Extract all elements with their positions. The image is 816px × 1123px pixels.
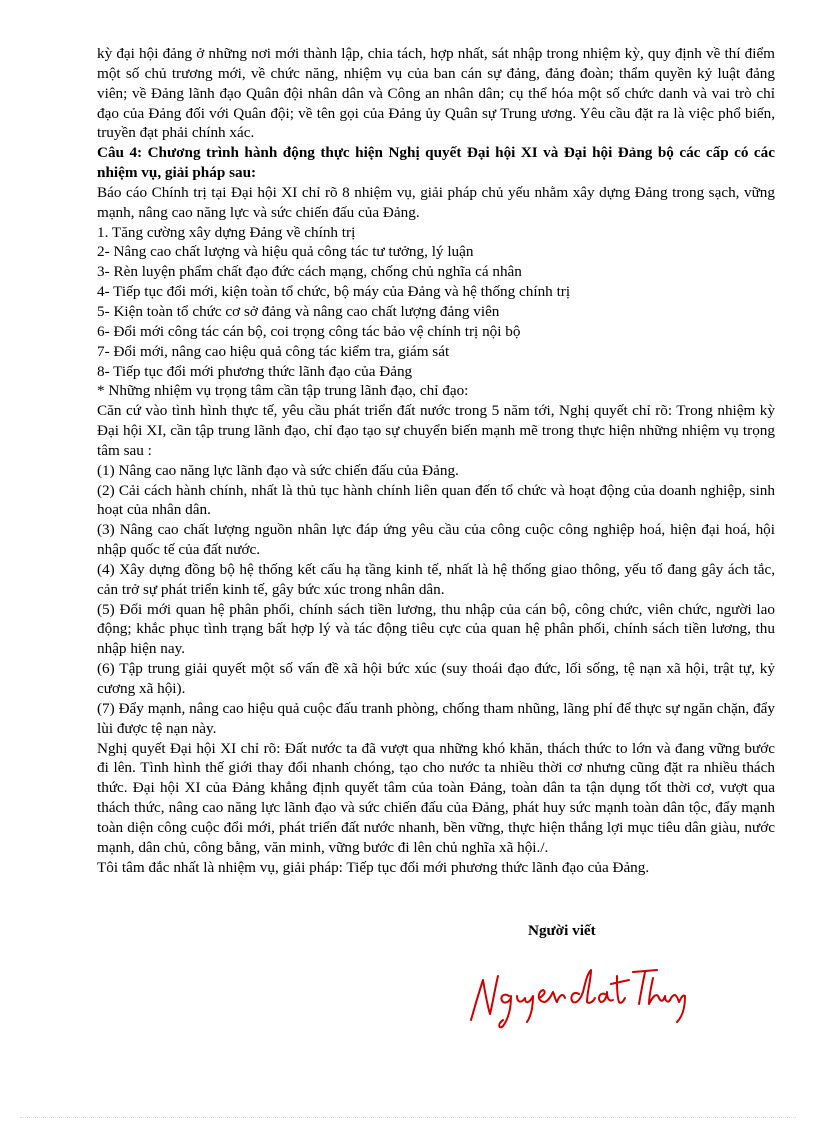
focus-list (97, 461, 775, 739)
signer-label: Người viết (528, 922, 596, 939)
task-item: 2- Nâng cao chất lượng và hiệu quả công tác tư tưởng, lý luận (97, 243, 474, 261)
task-item: 1. Tăng cường xây dựng Đảng về chính trị (97, 223, 356, 241)
conclusion-paragraph: Nghị quyết Đại hội XI chỉ rõ: Đất nước ta đã vượt qua những khó khăn, thách thức to lớn và đang vững bước đi lên. Tình hình thế giới thay đổi nhanh chóng, tạo cho nước ta nhiều thời cơ nhưng cũng đặt ra nhiều thách thức. Đại hội XI của Đảng khẳng định quyết tâm của toàn Đảng, toàn dân ta tận dụng tốt thời cơ, vượt qua thách thức, nâng cao năng lực lãnh đạo và sức chiến đấu của Đảng, phát huy sức mạnh toàn dân tộc, đẩy mạnh toàn diện công cuộc đổi mới, phát triển đất nước nhanh, bền vững, thực hiện thắng lợi mục tiêu dân giàu, nước mạnh, dân chủ, công bằng, văn minh, vững bước đi lên chủ nghĩa xã hội./. (97, 739, 775, 856)
focus-heading: * Những nhiệm vụ trọng tâm cần tập trung lãnh đạo, chỉ đạo: (97, 382, 469, 400)
personal-note: Tôi tâm đắc nhất là nhiệm vụ, giải pháp: Tiếp tục đổi mới phương thức lãnh đạo của Đảng. (97, 858, 650, 876)
signature-strokes (471, 970, 685, 1027)
focus-item: (1) Nâng cao năng lực lãnh đạo và sức chiến đấu của Đảng. (97, 461, 459, 479)
task-item: 5- Kiện toàn tổ chức cơ sở đảng và nâng cao chất lượng đảng viên (97, 302, 500, 320)
focus-item: (3) Nâng cao chất lượng nguồn nhân lực đáp ứng yêu cầu của công cuộc công nghiệp hoá, hiện đại hoá, hội nhập quốc tế của đất nước. (97, 521, 775, 559)
focus-item: (7) Đẩy mạnh, nâng cao hiệu quả cuộc đấu tranh phòng, chống tham nhũng, lãng phí để thực sự ngăn chặn, đẩy lùi được tệ nạn này. (97, 699, 775, 737)
intro-paragraph: kỳ đại hội đảng ở những nơi mới thành lập, chia tách, hợp nhất, sát nhập trong nhiệm kỳ, quy định về thí điểm một số chủ trương mới, về chức năng, nhiệm vụ của ban cán sự đảng, đảng đoàn; thẩm quyền kỷ luật đảng viên; về Đảng lãnh đạo Quân đội nhân dân và Công an nhân dân; cụ thể hóa một số chức danh và vai trò chỉ đạo của Đảng đối với Quân đội; về tên gọi của Đảng ủy Quân sự Trung ương. Yêu cầu đặt ra là việc phổ biến, truyền đạt phải chính xác. (97, 45, 775, 142)
focus-item: (4) Xây dựng đồng bộ hệ thống kết cấu hạ tầng kinh tế, nhất là hệ thống giao thông, yếu tố đang gây ách tắc, cản trở sự phát triển kinh tế, gây bức xúc trong nhân dân. (97, 560, 775, 598)
task-item: 3- Rèn luyện phẩm chất đạo đức cách mạng, chống chủ nghĩa cá nhân (97, 263, 522, 281)
report-intro: Báo cáo Chính trị tại Đại hội XI chỉ rõ 8 nhiệm vụ, giải pháp chủ yếu nhằm xây dựng Đảng trong sạch, vững mạnh, nâng cao năng lực và sức chiến đấu của Đảng. (97, 183, 775, 221)
focus-item: (2) Cải cách hành chính, nhất là thủ tục hành chính liên quan đến tổ chức và hoạt động của doanh nghiệp, sinh hoạt của nhân dân. (97, 481, 775, 519)
task-item: 7- Đổi mới, nâng cao hiệu quả công tác kiểm tra, giám sát (97, 342, 450, 360)
task-item: 6- Đổi mới công tác cán bộ, coi trọng công tác bảo vệ chính trị nội bộ (97, 322, 521, 340)
tasks-list (97, 223, 775, 382)
focus-item: (6) Tập trung giải quyết một số vấn đề xã hội bức xúc (suy thoái đạo đức, lối sống, tệ nạn xã hội, trật tự, kỷ cương xã hội). (97, 660, 775, 697)
handwritten-signature (457, 962, 697, 1032)
task-item: 4- Tiếp tục đổi mới, kiện toàn tổ chức, bộ máy của Đảng và hệ thống chính trị (97, 283, 571, 301)
question-heading: Câu 4: Chương trình hành động thực hiện Nghị quyết Đại hội XI và Đại hội Đảng bộ các cấp có các nhiệm vụ, giải pháp sau: (97, 144, 775, 182)
document-body (97, 44, 775, 877)
focus-intro: Căn cứ vào tình hình thực tế, yêu cầu phát triển đất nước trong 5 năm tới, Nghị quyết chỉ rõ: Trong nhiệm kỳ Đại hội XI, cần tập trung lãnh đạo, chỉ đạo tạo sự chuyển biến mạnh mẽ trong thực hiện những nhiệm vụ trọng tâm sau : (97, 402, 775, 459)
task-item: 8- Tiếp tục đổi mới phương thức lãnh đạo của Đảng (97, 362, 413, 380)
page-bottom-divider (20, 1117, 796, 1118)
focus-item: (5) Đổi mới quan hệ phân phối, chính sách tiền lương, thu nhập của cán bộ, công chức, viên chức, người lao động; khắc phục tình trạng bất hợp lý và tác động tiêu cực của quan hệ phân phối, chính sách tiền lương, thu nhập hiện nay. (97, 600, 775, 658)
